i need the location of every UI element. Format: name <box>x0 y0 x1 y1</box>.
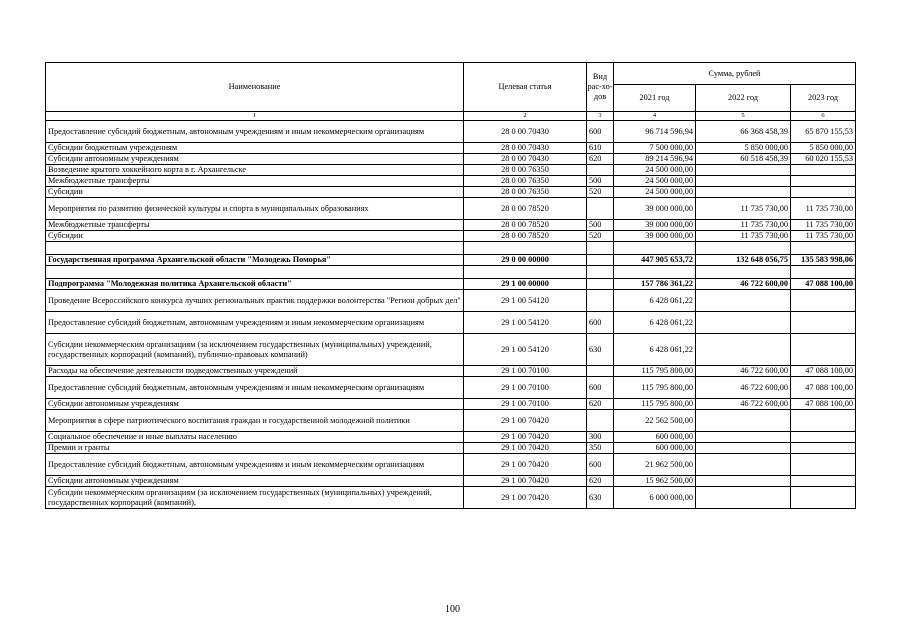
table-row <box>46 255 856 266</box>
row-target-code: 29 1 00 54120 <box>464 290 587 312</box>
row-sum-2023: 47 088 100,00 <box>791 279 856 290</box>
row-name: Субсидии автономным учреждениям <box>46 399 464 410</box>
row-expense-kind <box>587 255 614 266</box>
row-sum-2021: 15 962 500,00 <box>614 476 696 487</box>
table-row <box>46 454 856 476</box>
table-row <box>46 410 856 432</box>
row-name: Субсидии автономным учреждениям <box>46 154 464 165</box>
table-row <box>46 231 856 242</box>
row-target-code: 28 0 00 70430 <box>464 121 587 143</box>
row-sum-2021: 6 428 061,22 <box>614 290 696 312</box>
empty-cell <box>464 242 587 255</box>
row-sum-2021: 6 428 061,22 <box>614 312 696 334</box>
table-body <box>46 121 856 509</box>
row-expense-kind: 300 <box>587 432 614 443</box>
row-name: Субсидии <box>46 187 464 198</box>
row-sum-2021: 24 500 000,00 <box>614 187 696 198</box>
table-row <box>46 290 856 312</box>
row-sum-2022 <box>696 476 791 487</box>
row-name: Мероприятия по развитию физической культуры и спорта в муниципальных образованиях <box>46 198 464 220</box>
table-row <box>46 176 856 187</box>
table-row <box>46 220 856 231</box>
row-sum-2022: 132 648 056,75 <box>696 255 791 266</box>
row-sum-2022 <box>696 487 791 509</box>
row-sum-2021: 115 795 800,00 <box>614 366 696 377</box>
row-sum-2022: 60 518 458,39 <box>696 154 791 165</box>
row-name: Субсидии <box>46 231 464 242</box>
table-row <box>46 279 856 290</box>
row-sum-2021: 89 214 596,94 <box>614 154 696 165</box>
row-expense-kind: 600 <box>587 312 614 334</box>
column-number: 1 <box>46 112 464 121</box>
row-sum-2022 <box>696 443 791 454</box>
row-sum-2022 <box>696 165 791 176</box>
row-sum-2022 <box>696 410 791 432</box>
row-name: Межбюджетные трансферты <box>46 220 464 231</box>
row-sum-2023: 65 870 155,53 <box>791 121 856 143</box>
row-expense-kind <box>587 290 614 312</box>
empty-cell <box>587 242 614 255</box>
row-sum-2022 <box>696 432 791 443</box>
row-sum-2022 <box>696 312 791 334</box>
row-sum-2022: 5 850 000,00 <box>696 143 791 154</box>
row-sum-2022: 11 735 730,00 <box>696 220 791 231</box>
row-sum-2023 <box>791 312 856 334</box>
row-target-code: 28 0 00 76350 <box>464 176 587 187</box>
header-2023: 2023 год <box>791 85 856 112</box>
row-sum-2022: 66 368 458,39 <box>696 121 791 143</box>
row-expense-kind: 620 <box>587 154 614 165</box>
row-target-code: 28 0 00 78520 <box>464 198 587 220</box>
row-target-code: 29 1 00 70420 <box>464 410 587 432</box>
row-sum-2023 <box>791 410 856 432</box>
row-expense-kind <box>587 410 614 432</box>
row-sum-2021: 447 905 653,72 <box>614 255 696 266</box>
table-row <box>46 377 856 399</box>
budget-table <box>45 62 856 509</box>
row-name: Премии и гранты <box>46 443 464 454</box>
row-target-code: 29 1 00 70420 <box>464 454 587 476</box>
empty-cell <box>696 266 791 279</box>
header-2022: 2022 год <box>696 85 791 112</box>
row-expense-kind <box>587 165 614 176</box>
row-target-code: 29 1 00 70420 <box>464 487 587 509</box>
column-number: 2 <box>464 112 587 121</box>
table-row <box>46 187 856 198</box>
table-row <box>46 312 856 334</box>
table-row <box>46 198 856 220</box>
row-expense-kind: 350 <box>587 443 614 454</box>
table-row <box>46 121 856 143</box>
empty-cell <box>464 266 587 279</box>
row-sum-2021: 22 562 500,00 <box>614 410 696 432</box>
table-row <box>46 399 856 410</box>
row-target-code: 29 1 00 70100 <box>464 399 587 410</box>
header-kind: Вид рас-хо-дов <box>587 63 614 112</box>
row-expense-kind: 610 <box>587 143 614 154</box>
row-sum-2022: 46 722 600,00 <box>696 399 791 410</box>
row-sum-2021: 6 000 000,00 <box>614 487 696 509</box>
row-target-code: 29 0 00 00000 <box>464 255 587 266</box>
row-target-code: 28 0 00 76350 <box>464 165 587 176</box>
row-name: Проведение Всероссийского конкурса лучших региональных практик поддержки волонтерства "Регион добрых дел" <box>46 290 464 312</box>
row-expense-kind: 500 <box>587 220 614 231</box>
row-sum-2023 <box>791 487 856 509</box>
empty-cell <box>614 266 696 279</box>
row-target-code: 29 1 00 70100 <box>464 366 587 377</box>
row-name: Расходы на обеспечение деятельности подведомственных учреждений <box>46 366 464 377</box>
table-row <box>46 487 856 509</box>
row-target-code: 28 0 00 70430 <box>464 154 587 165</box>
row-sum-2021: 600 000,00 <box>614 432 696 443</box>
row-target-code: 29 1 00 70420 <box>464 476 587 487</box>
spacer-row <box>46 266 856 279</box>
row-sum-2022: 46 722 600,00 <box>696 377 791 399</box>
row-expense-kind: 520 <box>587 187 614 198</box>
row-sum-2022: 46 722 600,00 <box>696 279 791 290</box>
row-sum-2023: 47 088 100,00 <box>791 377 856 399</box>
column-number: 3 <box>587 112 614 121</box>
row-name: Межбюджетные трансферты <box>46 176 464 187</box>
table-row <box>46 476 856 487</box>
empty-cell <box>791 266 856 279</box>
header-sum: Сумма, рублей <box>614 63 856 85</box>
row-name: Предоставление субсидий бюджетным, автономным учреждениям и иным некоммерческим организациям <box>46 377 464 399</box>
row-sum-2023: 47 088 100,00 <box>791 366 856 377</box>
row-sum-2023 <box>791 165 856 176</box>
row-sum-2021: 39 000 000,00 <box>614 220 696 231</box>
row-expense-kind: 600 <box>587 121 614 143</box>
row-sum-2022 <box>696 187 791 198</box>
row-target-code: 29 1 00 54120 <box>464 312 587 334</box>
row-sum-2022 <box>696 290 791 312</box>
row-sum-2023: 135 583 998,06 <box>791 255 856 266</box>
row-name: Мероприятия в сфере патриотического воспитания граждан и государственной молодежной политики <box>46 410 464 432</box>
row-sum-2022 <box>696 454 791 476</box>
row-sum-2022 <box>696 334 791 366</box>
row-expense-kind: 520 <box>587 231 614 242</box>
row-sum-2021: 24 500 000,00 <box>614 176 696 187</box>
row-sum-2022: 46 722 600,00 <box>696 366 791 377</box>
column-numbers-row <box>46 112 856 121</box>
empty-cell <box>46 266 464 279</box>
row-sum-2023: 5 850 000,00 <box>791 143 856 154</box>
row-expense-kind: 620 <box>587 399 614 410</box>
row-sum-2021: 115 795 800,00 <box>614 377 696 399</box>
row-name: Социальное обеспечение и иные выплаты населению <box>46 432 464 443</box>
row-sum-2023 <box>791 187 856 198</box>
row-sum-2021: 39 000 000,00 <box>614 198 696 220</box>
row-sum-2022: 11 735 730,00 <box>696 231 791 242</box>
row-sum-2021: 6 428 061,22 <box>614 334 696 366</box>
column-number: 5 <box>696 112 791 121</box>
row-target-code: 29 1 00 70420 <box>464 443 587 454</box>
row-sum-2022 <box>696 176 791 187</box>
table-row <box>46 165 856 176</box>
row-sum-2021: 157 786 361,22 <box>614 279 696 290</box>
row-sum-2023: 11 735 730,00 <box>791 198 856 220</box>
table-row <box>46 334 856 366</box>
row-expense-kind: 630 <box>587 334 614 366</box>
header-2021: 2021 год <box>614 85 696 112</box>
row-sum-2021: 21 962 500,00 <box>614 454 696 476</box>
row-sum-2023 <box>791 432 856 443</box>
row-sum-2023: 60 020 155,53 <box>791 154 856 165</box>
page-number: 100 <box>445 604 460 615</box>
row-expense-kind <box>587 279 614 290</box>
row-name: Субсидии бюджетным учреждениям <box>46 143 464 154</box>
row-sum-2023 <box>791 476 856 487</box>
column-number: 4 <box>614 112 696 121</box>
row-sum-2022: 11 735 730,00 <box>696 198 791 220</box>
header-target: Целевая статья <box>464 63 587 112</box>
row-target-code: 29 1 00 54120 <box>464 334 587 366</box>
row-sum-2023: 11 735 730,00 <box>791 231 856 242</box>
row-sum-2023 <box>791 176 856 187</box>
row-name: Предоставление субсидий бюджетным, автономным учреждениям и иным некоммерческим организациям <box>46 121 464 143</box>
empty-cell <box>46 242 464 255</box>
empty-cell <box>791 242 856 255</box>
row-name: Субсидии автономным учреждениям <box>46 476 464 487</box>
row-sum-2023 <box>791 443 856 454</box>
row-sum-2021: 24 500 000,00 <box>614 165 696 176</box>
row-name: Субсидии некоммерческим организациям (за исключением государственных (муниципальных) учреждений, государственных корпораций (компаний), <box>46 487 464 509</box>
row-expense-kind: 600 <box>587 377 614 399</box>
empty-cell <box>696 242 791 255</box>
row-expense-kind: 600 <box>587 454 614 476</box>
row-sum-2023: 11 735 730,00 <box>791 220 856 231</box>
row-sum-2023: 47 088 100,00 <box>791 399 856 410</box>
row-sum-2023 <box>791 290 856 312</box>
spacer-row <box>46 242 856 255</box>
row-target-code: 28 0 00 76350 <box>464 187 587 198</box>
row-expense-kind <box>587 198 614 220</box>
row-expense-kind <box>587 366 614 377</box>
header-name: Наименование <box>46 63 464 112</box>
table-row <box>46 154 856 165</box>
row-sum-2023 <box>791 334 856 366</box>
table-row <box>46 143 856 154</box>
row-name: Возведение крытого хоккейного корта в г. Архангельске <box>46 165 464 176</box>
row-target-code: 28 0 00 78520 <box>464 231 587 242</box>
column-number: 6 <box>791 112 856 121</box>
row-target-code: 29 1 00 70420 <box>464 432 587 443</box>
row-name: Государственная программа Архангельской области "Молодежь Поморья" <box>46 255 464 266</box>
row-sum-2021: 115 795 800,00 <box>614 399 696 410</box>
row-name: Подпрограмма "Молодежная политика Архангельской области" <box>46 279 464 290</box>
row-name: Предоставление субсидий бюджетным, автономным учреждениям и иным некоммерческим организациям <box>46 312 464 334</box>
empty-cell <box>587 266 614 279</box>
row-sum-2021: 96 714 596,94 <box>614 121 696 143</box>
table-row <box>46 443 856 454</box>
table-row <box>46 366 856 377</box>
row-target-code: 28 0 00 78520 <box>464 220 587 231</box>
row-expense-kind: 630 <box>587 487 614 509</box>
empty-cell <box>614 242 696 255</box>
row-target-code: 29 1 00 70100 <box>464 377 587 399</box>
row-sum-2021: 7 500 000,00 <box>614 143 696 154</box>
row-name: Предоставление субсидий бюджетным, автономным учреждениям и иным некоммерческим организациям <box>46 454 464 476</box>
row-expense-kind: 500 <box>587 176 614 187</box>
row-expense-kind: 620 <box>587 476 614 487</box>
table-row <box>46 432 856 443</box>
row-target-code: 29 1 00 00000 <box>464 279 587 290</box>
row-sum-2023 <box>791 454 856 476</box>
row-target-code: 28 0 00 70430 <box>464 143 587 154</box>
row-sum-2021: 39 000 000,00 <box>614 231 696 242</box>
row-name: Субсидии некоммерческим организациям (за исключением государственных (муниципальных) учреждений, государственных корпораций (компаний), публично-правовых компаний) <box>46 334 464 366</box>
row-sum-2021: 600 000,00 <box>614 443 696 454</box>
